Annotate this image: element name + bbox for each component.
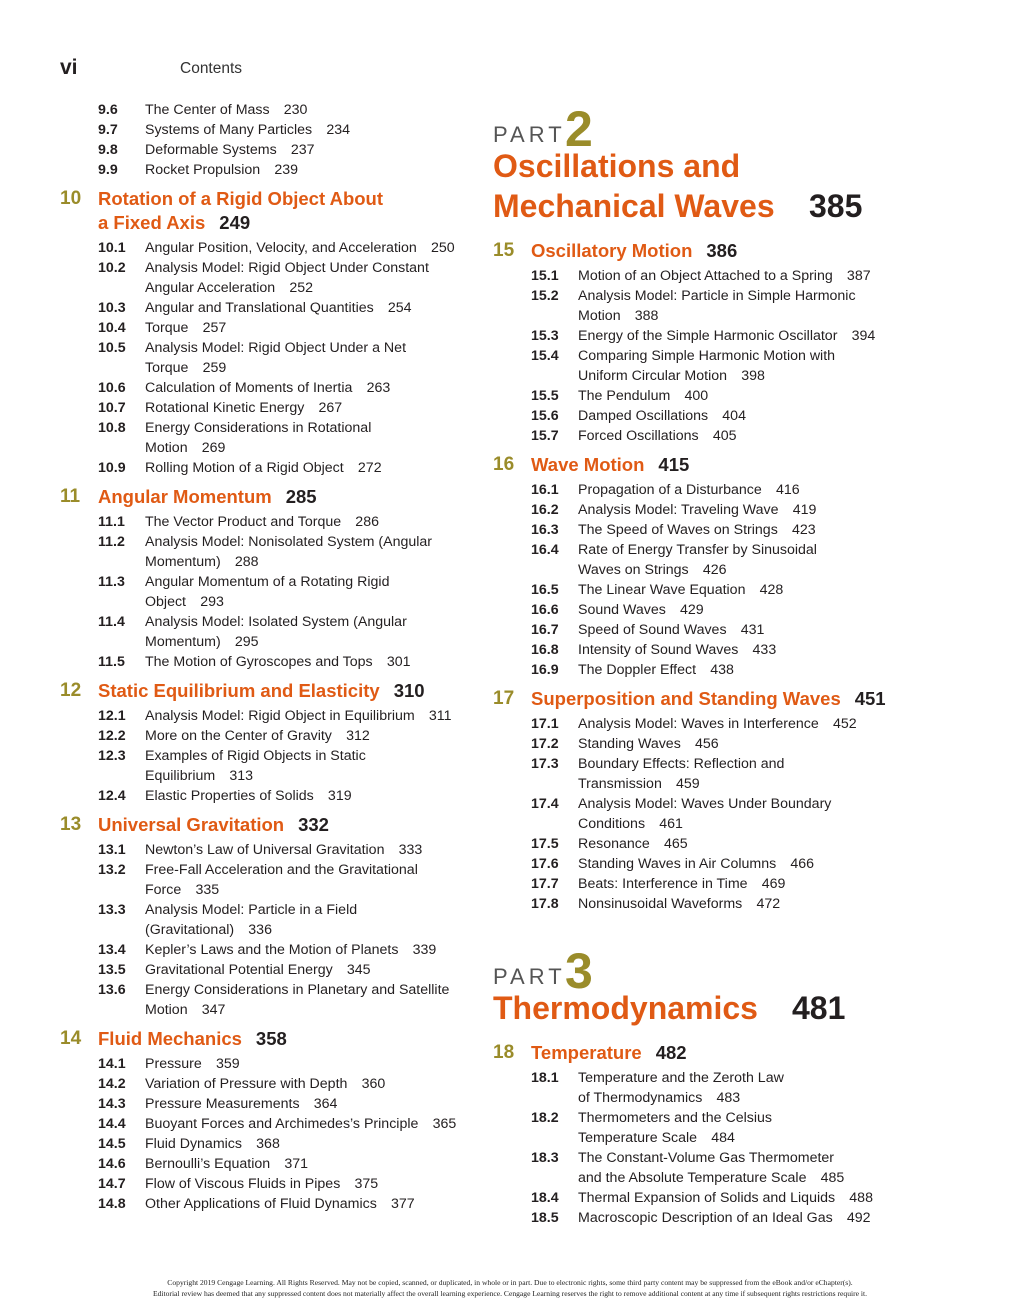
section-title: Torque 257 <box>145 320 227 336</box>
section-title: Thermometers and the Celsius <box>578 1110 772 1126</box>
section-number: 10.4 <box>98 320 126 336</box>
section-title: Angular Position, Velocity, and Acceleration 250 <box>145 240 455 256</box>
chapter-title: Rotation of a Rigid Object About <box>98 188 384 209</box>
toc-section-line <box>60 398 480 418</box>
section-number: 10.2 <box>98 260 126 276</box>
section-title: Resonance 465 <box>578 836 688 852</box>
part-title: Thermodynamics <box>493 990 758 1026</box>
section-title: and the Absolute Temperature Scale 485 <box>578 1170 845 1186</box>
chapter-heading <box>493 446 913 480</box>
section-number: 12.2 <box>98 728 126 744</box>
section-title: The Speed of Waves on Strings 423 <box>578 522 816 538</box>
section-title: Angular and Translational Quantities 254 <box>145 300 412 316</box>
toc-section-line <box>60 358 480 378</box>
toc-section-line <box>493 854 913 874</box>
section-title: Comparing Simple Harmonic Motion with <box>578 348 836 364</box>
section-number: 10.8 <box>98 420 126 436</box>
toc-section-line <box>493 266 913 286</box>
section-number: 16.7 <box>531 622 559 638</box>
toc-section-line <box>60 592 480 612</box>
chapter-title: Temperature 482 <box>531 1042 687 1063</box>
section-number: 18.3 <box>531 1150 559 1166</box>
section-number: 16.4 <box>531 542 559 558</box>
section-title: Forced Oscillations 405 <box>578 428 737 444</box>
section-title: Analysis Model: Rigid Object in Equilibrium 311 <box>145 708 452 724</box>
toc-section-line <box>493 774 913 794</box>
section-title: Newton’s Law of Universal Gravitation 333 <box>145 842 423 858</box>
section-number: 18.4 <box>531 1190 559 1206</box>
section-number: 13.2 <box>98 862 126 878</box>
section-title: Standing Waves 456 <box>578 736 719 752</box>
section-title: Force 335 <box>145 882 220 898</box>
toc-section-line <box>493 894 913 914</box>
section-title: Uniform Circular Motion 398 <box>578 368 765 384</box>
section-number: 17.5 <box>531 836 559 852</box>
toc-section-line <box>60 880 480 900</box>
section-title: Propagation of a Disturbance 416 <box>578 482 800 498</box>
section-number: 10.7 <box>98 400 126 416</box>
section-title: Analysis Model: Rigid Object Under a Net <box>145 340 407 356</box>
toc-section-line <box>60 552 480 572</box>
section-title: Temperature and the Zeroth Law <box>578 1070 784 1086</box>
toc-section-line <box>493 406 913 426</box>
part-page: 481 <box>792 990 846 1026</box>
toc-section-line <box>60 786 480 806</box>
section-number: 11.3 <box>98 574 125 590</box>
chapter-heading <box>493 1034 913 1068</box>
section-title: Energy of the Simple Harmonic Oscillator 394 <box>578 328 876 344</box>
toc-section-line <box>493 814 913 834</box>
section-title: Gravitational Potential Energy 345 <box>145 962 371 978</box>
toc-section-line <box>493 834 913 854</box>
section-title: Analysis Model: Waves Under Boundary <box>578 796 832 812</box>
section-title: Conditions 461 <box>578 816 683 832</box>
section-number: 10.6 <box>98 380 126 396</box>
section-number: 11.1 <box>98 514 125 530</box>
section-number: 14.3 <box>98 1096 126 1112</box>
chapter-page: 249 <box>219 212 251 233</box>
chapter-heading <box>493 232 913 266</box>
chapter-number: 18 <box>493 1042 515 1063</box>
section-number: 11.4 <box>98 614 125 630</box>
section-title: Buoyant Forces and Archimedes’s Principle 365 <box>145 1116 457 1132</box>
toc-section-line <box>493 660 913 680</box>
chapter-heading <box>60 672 480 706</box>
section-title: Free-Fall Acceleration and the Gravitational <box>145 862 418 878</box>
section-title: Temperature Scale 484 <box>578 1130 735 1146</box>
toc-section-line <box>493 346 913 366</box>
toc-section-line <box>60 160 480 180</box>
section-title: Analysis Model: Particle in a Field <box>145 902 358 918</box>
toc-section-line <box>60 746 480 766</box>
section-title: Flow of Viscous Fluids in Pipes 375 <box>145 1176 379 1192</box>
part-heading <box>493 914 913 1034</box>
section-title: Waves on Strings 426 <box>578 562 727 578</box>
section-number: 13.6 <box>98 982 126 998</box>
section-title: Examples of Rigid Objects in Static <box>145 748 366 764</box>
section-title: of Thermodynamics 483 <box>578 1090 741 1106</box>
chapter-title: Static Equilibrium and Elasticity 310 <box>98 680 425 701</box>
toc-section-line <box>60 418 480 438</box>
toc-section-line <box>60 632 480 652</box>
section-title: Rate of Energy Transfer by Sinusoidal <box>578 542 817 558</box>
section-number: 14.4 <box>98 1116 126 1132</box>
section-number: 10.1 <box>98 240 126 256</box>
chapter-page: 482 <box>655 1042 687 1063</box>
toc-section-line <box>60 920 480 940</box>
section-number: 9.7 <box>98 122 118 138</box>
chapter-page: 451 <box>854 688 886 709</box>
section-number: 16.3 <box>531 522 559 538</box>
section-title: Torque 259 <box>145 360 227 376</box>
toc-section-line <box>493 366 913 386</box>
section-number: 14.2 <box>98 1076 126 1092</box>
section-number: 12.1 <box>98 708 126 724</box>
section-title: Kepler’s Laws and the Motion of Planets 339 <box>145 942 437 958</box>
toc-section-line <box>493 500 913 520</box>
section-title: Calculation of Moments of Inertia 263 <box>145 380 391 396</box>
toc-section-line <box>60 512 480 532</box>
toc-section-line <box>60 458 480 478</box>
section-title: Analysis Model: Traveling Wave 419 <box>578 502 817 518</box>
section-number: 14.5 <box>98 1136 126 1152</box>
section-title: Nonsinusoidal Waveforms 472 <box>578 896 781 912</box>
section-number: 16.8 <box>531 642 559 658</box>
toc-section-line <box>60 258 480 278</box>
chapter-number: 13 <box>60 814 82 835</box>
chapter-page: 310 <box>393 680 425 701</box>
section-number: 15.2 <box>531 288 559 304</box>
section-title: Rotational Kinetic Energy 267 <box>145 400 343 416</box>
section-number: 17.4 <box>531 796 559 812</box>
toc-section-line <box>493 1068 913 1088</box>
section-number: 12.4 <box>98 788 126 804</box>
chapter-heading <box>493 680 913 714</box>
toc-section-line <box>60 1054 480 1074</box>
part-heading <box>493 100 913 232</box>
section-number: 16.2 <box>531 502 559 518</box>
toc-section-line <box>60 766 480 786</box>
part-page: 385 <box>809 188 863 224</box>
section-title: The Center of Mass 230 <box>145 102 308 118</box>
section-number: 11.5 <box>98 654 125 670</box>
chapter-title: Wave Motion 415 <box>531 454 690 475</box>
toc-section-line <box>493 754 913 774</box>
section-number: 16.6 <box>531 602 559 618</box>
toc-section-line <box>60 940 480 960</box>
toc-section-line <box>493 640 913 660</box>
toc-section-line <box>60 140 480 160</box>
toc-section-line <box>60 612 480 632</box>
section-number: 15.6 <box>531 408 559 424</box>
chapter-page: 358 <box>255 1028 287 1049</box>
section-title: The Vector Product and Torque 286 <box>145 514 379 530</box>
section-title: Elastic Properties of Solids 319 <box>145 788 352 804</box>
section-number: 16.9 <box>531 662 559 678</box>
toc-left-column <box>60 100 480 1214</box>
chapter-page: 386 <box>706 240 738 261</box>
toc-section-line <box>493 620 913 640</box>
toc-section-line <box>493 1128 913 1148</box>
section-title: Analysis Model: Particle in Simple Harmonic <box>578 288 856 304</box>
chapter-heading <box>60 1020 480 1054</box>
section-number: 14.1 <box>98 1056 126 1072</box>
section-number: 15.4 <box>531 348 559 364</box>
section-title: Other Applications of Fluid Dynamics 377 <box>145 1196 415 1212</box>
toc-section-line <box>60 1134 480 1154</box>
section-title: Angular Acceleration 252 <box>145 280 313 296</box>
toc-section-line <box>493 386 913 406</box>
chapter-page: 285 <box>285 486 317 507</box>
section-title: Standing Waves in Air Columns 466 <box>578 856 815 872</box>
section-number: 17.2 <box>531 736 559 752</box>
section-title: Energy Considerations in Rotational <box>145 420 372 436</box>
chapter-title: Universal Gravitation 332 <box>98 814 329 835</box>
section-title: Speed of Sound Waves 431 <box>578 622 765 638</box>
chapter-page: 415 <box>658 454 690 475</box>
toc-section-line <box>60 1174 480 1194</box>
toc-section-line <box>60 120 480 140</box>
toc-section-line <box>493 286 913 306</box>
section-title: Macroscopic Description of an Ideal Gas 492 <box>578 1210 871 1226</box>
toc-section-line <box>60 980 480 1000</box>
part-number: 2 <box>565 101 593 157</box>
toc-section-line <box>60 860 480 880</box>
toc-section-line <box>493 540 913 560</box>
section-title: The Pendulum 400 <box>578 388 709 404</box>
toc-section-line <box>493 1088 913 1108</box>
section-title: Thermal Expansion of Solids and Liquids 488 <box>578 1190 873 1206</box>
section-title: Motion 347 <box>145 1002 226 1018</box>
toc-section-line <box>60 900 480 920</box>
chapter-number: 16 <box>493 454 515 475</box>
chapter-title: a Fixed Axis 249 <box>98 212 251 233</box>
toc-section-line <box>60 726 480 746</box>
chapter-number: 17 <box>493 688 515 709</box>
toc-section-line <box>60 100 480 120</box>
toc-section-line <box>60 706 480 726</box>
toc-section-line <box>60 960 480 980</box>
toc-section-line <box>493 580 913 600</box>
toc-section-line <box>60 278 480 298</box>
part-number: 3 <box>565 943 593 999</box>
section-title: Boundary Effects: Reflection and <box>578 756 785 772</box>
page-number: vi <box>60 56 78 79</box>
section-number: 9.6 <box>98 102 118 118</box>
section-number: 15.3 <box>531 328 559 344</box>
section-title: Deformable Systems 237 <box>145 142 315 158</box>
section-title: Damped Oscillations 404 <box>578 408 746 424</box>
section-title: Momentum) 295 <box>145 634 259 650</box>
section-title: The Constant-Volume Gas Thermometer <box>578 1150 835 1166</box>
section-number: 12.3 <box>98 748 126 764</box>
section-title: The Linear Wave Equation 428 <box>578 582 784 598</box>
toc-section-line <box>493 1108 913 1128</box>
section-number: 11.2 <box>98 534 125 550</box>
section-number: 17.3 <box>531 756 559 772</box>
section-number: 17.8 <box>531 896 559 912</box>
section-number: 9.9 <box>98 162 118 178</box>
section-number: 13.5 <box>98 962 126 978</box>
toc-section-line <box>493 1148 913 1168</box>
chapter-number: 11 <box>60 486 81 507</box>
section-title: Rolling Motion of a Rigid Object 272 <box>145 460 382 476</box>
chapter-number: 12 <box>60 680 82 701</box>
section-title: Analysis Model: Isolated System (Angular <box>145 614 407 630</box>
part-title: Mechanical Waves <box>493 188 775 224</box>
section-number: 13.3 <box>98 902 126 918</box>
toc-right-column <box>493 100 913 1228</box>
section-title: (Gravitational) 336 <box>145 922 272 938</box>
toc-section-line <box>60 438 480 458</box>
section-number: 15.5 <box>531 388 559 404</box>
toc-section-line <box>60 238 480 258</box>
section-number: 18.2 <box>531 1110 559 1126</box>
toc-section-line <box>493 734 913 754</box>
toc-section-line <box>493 520 913 540</box>
section-title: Intensity of Sound Waves 433 <box>578 642 777 658</box>
section-number: 10.3 <box>98 300 126 316</box>
toc-section-line <box>60 1094 480 1114</box>
chapter-title: Oscillatory Motion 386 <box>531 240 738 261</box>
toc-section-line <box>60 318 480 338</box>
section-title: Bernoulli’s Equation 371 <box>145 1156 309 1172</box>
chapter-number: 15 <box>493 240 515 261</box>
section-number: 18.5 <box>531 1210 559 1226</box>
section-number: 9.8 <box>98 142 118 158</box>
toc-section-line <box>493 1188 913 1208</box>
section-title: Object 293 <box>145 594 224 610</box>
section-number: 10.9 <box>98 460 126 476</box>
running-head: Contents <box>180 60 243 77</box>
section-title: Transmission 459 <box>578 776 700 792</box>
section-title: Motion 269 <box>145 440 226 456</box>
section-number: 17.1 <box>531 716 559 732</box>
section-number: 14.6 <box>98 1156 126 1172</box>
section-title: Beats: Interference in Time 469 <box>578 876 786 892</box>
toc-section-line <box>60 1194 480 1214</box>
section-title: Energy Considerations in Planetary and Satellite <box>145 982 450 998</box>
section-title: Motion of an Object Attached to a Spring 387 <box>578 268 871 284</box>
copyright-line-1: Copyright 2019 Cengage Learning. All Rights Reserved. May not be copied, scanned, or duplicated, in whole or in part. Due to electronic rights, some third party content may be suppressed from the eBook and/or eChapter(s). <box>167 1278 853 1287</box>
section-title: Angular Momentum of a Rotating Rigid <box>145 574 390 590</box>
toc-section-line <box>60 378 480 398</box>
chapter-heading <box>60 806 480 840</box>
toc-section-line <box>60 840 480 860</box>
chapter-title: Fluid Mechanics 358 <box>98 1028 287 1049</box>
toc-section-line <box>493 1208 913 1228</box>
section-title: Motion 388 <box>578 308 659 324</box>
toc-section-line <box>60 1074 480 1094</box>
section-title: The Motion of Gyroscopes and Tops 301 <box>145 654 411 670</box>
chapter-heading <box>60 180 480 238</box>
toc-section-line <box>493 714 913 734</box>
copyright-footer <box>0 1277 1020 1299</box>
toc-section-line <box>493 326 913 346</box>
section-number: 16.5 <box>531 582 559 598</box>
section-title: Rocket Propulsion 239 <box>145 162 298 178</box>
section-title: Sound Waves 429 <box>578 602 704 618</box>
section-title: The Doppler Effect 438 <box>578 662 734 678</box>
section-title: Pressure 359 <box>145 1056 240 1072</box>
section-title: More on the Center of Gravity 312 <box>145 728 370 744</box>
section-number: 17.6 <box>531 856 559 872</box>
section-number: 14.7 <box>98 1176 126 1192</box>
chapter-title: Angular Momentum 285 <box>98 486 317 507</box>
part-title: Oscillations and <box>493 148 741 184</box>
part-label: PART <box>493 964 566 989</box>
section-number: 14.8 <box>98 1196 126 1212</box>
chapter-title: Superposition and Standing Waves 451 <box>531 688 886 709</box>
section-number: 17.7 <box>531 876 559 892</box>
section-title: Momentum) 288 <box>145 554 259 570</box>
section-number: 13.4 <box>98 942 126 958</box>
toc-section-line <box>493 480 913 500</box>
section-title: Equilibrium 313 <box>145 768 254 784</box>
toc-section-line <box>60 1114 480 1134</box>
toc-section-line <box>60 298 480 318</box>
section-number: 18.1 <box>531 1070 559 1086</box>
section-number: 16.1 <box>531 482 559 498</box>
section-title: Analysis Model: Rigid Object Under Constant <box>145 260 429 276</box>
section-number: 15.1 <box>531 268 559 284</box>
toc-section-line <box>60 1000 480 1020</box>
toc-section-line <box>60 338 480 358</box>
toc-section-line <box>493 794 913 814</box>
toc-section-line <box>60 652 480 672</box>
chapter-page: 332 <box>298 814 329 835</box>
section-number: 13.1 <box>98 842 126 858</box>
toc-section-line <box>60 572 480 592</box>
toc-section-line <box>493 306 913 326</box>
section-title: Fluid Dynamics 368 <box>145 1136 280 1152</box>
chapter-number: 14 <box>60 1028 82 1049</box>
section-number: 10.5 <box>98 340 126 356</box>
toc-section-line <box>493 874 913 894</box>
toc-section-line <box>493 560 913 580</box>
section-title: Analysis Model: Nonisolated System (Angular <box>145 534 433 550</box>
toc-section-line <box>493 426 913 446</box>
section-number: 15.7 <box>531 428 559 444</box>
copyright-line-2: Editorial review has deemed that any suppressed content does not materially affect the overall learning experience. Cengage Learning reserves the right to remove additional content at any time if subsequent rights restrictions require it. <box>152 1289 868 1298</box>
toc-section-line <box>60 1154 480 1174</box>
toc-section-line <box>493 600 913 620</box>
chapter-heading <box>60 478 480 512</box>
section-title: Variation of Pressure with Depth 360 <box>145 1076 386 1092</box>
section-title: Analysis Model: Waves in Interference 452 <box>578 716 857 732</box>
section-title: Systems of Many Particles 234 <box>145 122 351 138</box>
section-title: Pressure Measurements 364 <box>145 1096 338 1112</box>
part-label: PART <box>493 122 566 147</box>
toc-section-line <box>60 532 480 552</box>
chapter-number: 10 <box>60 188 82 209</box>
toc-section-line <box>493 1168 913 1188</box>
